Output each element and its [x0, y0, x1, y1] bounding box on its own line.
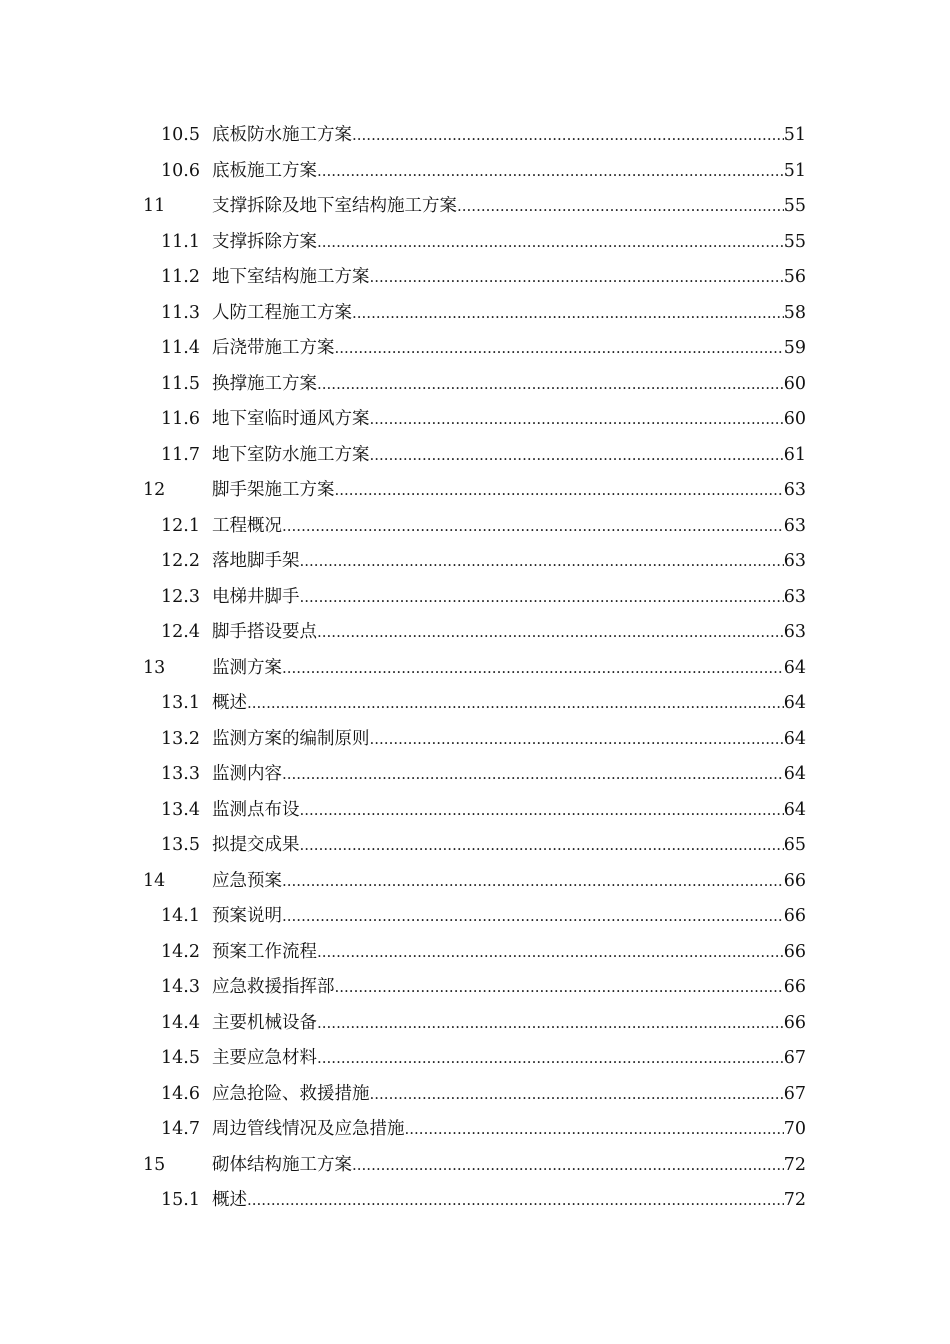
- toc-entry-number: 14: [143, 870, 166, 891]
- toc-entry-page: 66: [783, 941, 806, 962]
- toc-dot-leader: [282, 757, 784, 793]
- toc-entry-page: 60: [783, 373, 806, 394]
- toc-entry[interactable]: [143, 331, 806, 367]
- toc-dot-leader: [282, 509, 784, 545]
- toc-entry-number: 10.5: [161, 125, 200, 145]
- toc-entry[interactable]: [143, 828, 806, 864]
- toc-entry-title: 工程概况: [212, 515, 282, 536]
- toc-entry-page: 66: [783, 906, 806, 926]
- toc-dot-leader: [335, 331, 784, 367]
- toc-entry-title: 预案说明: [212, 906, 282, 926]
- toc-entry-page: 64: [783, 693, 806, 713]
- toc-entry-page: 64: [783, 799, 806, 820]
- toc-dot-leader: [352, 118, 784, 154]
- toc-entry-number: 15: [143, 1154, 166, 1175]
- toc-entry-number: 15.1: [161, 1190, 200, 1210]
- toc-entry[interactable]: [143, 1112, 806, 1148]
- toc-entry-number: 14.7: [161, 1119, 200, 1139]
- toc-dot-leader: [370, 438, 784, 474]
- toc-entry[interactable]: [143, 473, 806, 509]
- toc-entry[interactable]: [143, 544, 806, 580]
- toc-entry-title: 落地脚手架: [212, 551, 300, 571]
- toc-entry[interactable]: [143, 899, 806, 935]
- toc-entry-number: 13.2: [161, 728, 200, 749]
- toc-entry[interactable]: [143, 864, 806, 900]
- toc-dot-leader: [370, 1077, 784, 1113]
- toc-entry-number: 12.1: [161, 515, 200, 536]
- toc-entry-title: 监测点布设: [212, 799, 300, 820]
- toc-entry-page: 63: [783, 586, 806, 607]
- toc-entry-page: 66: [783, 870, 806, 891]
- toc-dot-leader: [300, 828, 784, 864]
- toc-entry-number: 11.5: [161, 373, 200, 394]
- toc-entry[interactable]: [143, 509, 806, 545]
- toc-dot-leader: [317, 1006, 784, 1042]
- toc-entry-title: 地下室防水施工方案: [212, 444, 370, 465]
- toc-entry-number: 13.1: [161, 693, 200, 713]
- toc-entry-page: 61: [783, 444, 806, 465]
- toc-dot-leader: [247, 1183, 784, 1219]
- toc-entry-title: 监测方案的编制原则: [212, 728, 370, 749]
- toc-entry-page: 59: [783, 338, 806, 358]
- toc-entry-title: 地下室结构施工方案: [212, 267, 370, 287]
- toc-entry-title: 电梯井脚手: [212, 586, 300, 607]
- toc-entry-number: 13: [143, 657, 166, 678]
- toc-entry-title: 周边管线情况及应急措施: [212, 1119, 405, 1139]
- toc-entry[interactable]: [143, 296, 806, 332]
- toc-dot-leader: [335, 970, 784, 1006]
- toc-dot-leader: [247, 686, 784, 722]
- toc-entry-title: 拟提交成果: [212, 835, 300, 855]
- toc-entry-number: 13.3: [161, 764, 200, 784]
- toc-entry-number: 11.1: [161, 231, 200, 252]
- toc-entry[interactable]: [143, 970, 806, 1006]
- toc-entry-title: 支撑拆除及地下室结构施工方案: [212, 196, 457, 216]
- toc-entry-title: 主要机械设备: [212, 1012, 317, 1033]
- toc-entry-number: 11.2: [161, 267, 200, 287]
- toc-entry[interactable]: [143, 1077, 806, 1113]
- toc-entry[interactable]: [143, 757, 806, 793]
- toc-dot-leader: [317, 615, 784, 651]
- toc-entry-page: 72: [783, 1154, 806, 1175]
- toc-dot-leader: [457, 189, 784, 225]
- toc-dot-leader: [317, 367, 784, 403]
- toc-entry-title: 地下室临时通风方案: [212, 409, 370, 429]
- toc-entry[interactable]: [143, 189, 806, 225]
- toc-entry-page: 67: [783, 1083, 806, 1104]
- toc-entry-title: 底板施工方案: [212, 160, 317, 181]
- toc-entry-number: 14.5: [161, 1048, 200, 1068]
- toc-entry-page: 63: [783, 480, 806, 500]
- toc-dot-leader: [282, 651, 784, 687]
- toc-dot-leader: [300, 793, 784, 829]
- toc-entry-title: 概述: [212, 1190, 247, 1210]
- toc-dot-leader: [282, 864, 784, 900]
- toc-entry-number: 12.3: [161, 586, 200, 607]
- toc-entry-page: 64: [783, 657, 806, 678]
- toc-entry-title: 砌体结构施工方案: [212, 1154, 352, 1175]
- toc-entry-number: 11.7: [161, 444, 200, 465]
- toc-entry-title: 换撑施工方案: [212, 373, 317, 394]
- toc-entry-number: 14.2: [161, 941, 200, 962]
- toc-dot-leader: [370, 402, 784, 438]
- toc-entry[interactable]: [143, 367, 806, 403]
- toc-entry-page: 60: [783, 409, 806, 429]
- toc-entry-title: 监测方案: [212, 657, 282, 678]
- toc-entry-page: 63: [783, 551, 806, 571]
- toc-entry[interactable]: [143, 615, 806, 651]
- toc-entry-number: 14.6: [161, 1083, 200, 1104]
- toc-entry-page: 66: [783, 1012, 806, 1033]
- toc-entry[interactable]: [143, 225, 806, 261]
- toc-dot-leader: [317, 225, 784, 261]
- toc-dot-leader: [317, 154, 784, 190]
- toc-dot-leader: [300, 580, 784, 616]
- toc-entry-page: 67: [783, 1048, 806, 1068]
- toc-dot-leader: [282, 899, 784, 935]
- toc-entry-title: 预案工作流程: [212, 941, 317, 962]
- toc-entry-page: 55: [783, 231, 806, 252]
- toc-entry-page: 56: [783, 267, 806, 287]
- toc-entry-page: 63: [783, 515, 806, 536]
- toc-dot-leader: [335, 473, 784, 509]
- toc-entry-number: 13.4: [161, 799, 200, 820]
- toc-entry[interactable]: [143, 1148, 806, 1184]
- toc-entry-title: 应急预案: [212, 870, 282, 891]
- toc-dot-leader: [300, 544, 784, 580]
- toc-entry-number: 12: [143, 480, 166, 500]
- toc-entry-page: 65: [783, 835, 806, 855]
- toc-entry-number: 11.4: [161, 338, 200, 358]
- toc-entry-title: 监测内容: [212, 764, 282, 784]
- toc-entry[interactable]: [143, 118, 806, 154]
- toc-entry-page: 51: [783, 125, 806, 145]
- toc-entry[interactable]: [143, 402, 806, 438]
- toc-entry-number: 12.4: [161, 622, 200, 642]
- toc-entry-number: 12.2: [161, 551, 200, 571]
- toc-dot-leader: [352, 1148, 784, 1184]
- toc-entry-title: 概述: [212, 693, 247, 713]
- toc-dot-leader: [405, 1112, 784, 1148]
- toc-dot-leader: [352, 296, 784, 332]
- toc-entry[interactable]: [143, 1041, 806, 1077]
- toc-entry-number: 10.6: [161, 160, 200, 181]
- toc-entry-page: 58: [783, 302, 806, 323]
- toc-entry-number: 11.3: [161, 302, 200, 323]
- toc-entry-page: 64: [783, 764, 806, 784]
- toc-entry-page: 63: [783, 622, 806, 642]
- toc-entry-title: 脚手搭设要点: [212, 622, 317, 642]
- toc-entry-title: 后浇带施工方案: [212, 338, 335, 358]
- toc-entry[interactable]: [143, 438, 806, 474]
- toc-entry-title: 应急抢险、救援措施: [212, 1083, 370, 1104]
- toc-entry-page: 66: [783, 977, 806, 997]
- toc-entry[interactable]: [143, 686, 806, 722]
- toc-entry-number: 11.6: [161, 409, 200, 429]
- toc-dot-leader: [317, 1041, 784, 1077]
- toc-entry-page: 51: [783, 160, 806, 181]
- toc-entry[interactable]: [143, 1006, 806, 1042]
- toc-entry-page: 55: [783, 196, 806, 216]
- toc-dot-leader: [317, 935, 784, 971]
- toc-entry[interactable]: [143, 935, 806, 971]
- toc-entry-title: 人防工程施工方案: [212, 302, 352, 323]
- toc-entry-title: 应急救援指挥部: [212, 977, 335, 997]
- toc-entry-number: 13.5: [161, 835, 200, 855]
- toc-entry-title: 主要应急材料: [212, 1048, 317, 1068]
- toc-entry[interactable]: [143, 580, 806, 616]
- toc-entry-title: 脚手架施工方案: [212, 480, 335, 500]
- toc-entry-number: 14.4: [161, 1012, 200, 1033]
- toc-entry-number: 11: [143, 196, 166, 216]
- toc-entry-title: 支撑拆除方案: [212, 231, 317, 252]
- toc-entry-page: 72: [783, 1190, 806, 1210]
- toc-entry-number: 14.1: [161, 906, 200, 926]
- toc-entry[interactable]: [143, 793, 806, 829]
- toc-entry-page: 70: [783, 1119, 806, 1139]
- toc-entry[interactable]: [143, 1183, 806, 1219]
- toc-entry[interactable]: [143, 260, 806, 296]
- toc-entry[interactable]: [143, 651, 806, 687]
- table-of-contents: [143, 118, 806, 1219]
- toc-dot-leader: [370, 722, 784, 758]
- toc-dot-leader: [370, 260, 784, 296]
- toc-entry-page: 64: [783, 728, 806, 749]
- toc-entry[interactable]: [143, 722, 806, 758]
- toc-entry[interactable]: [143, 154, 806, 190]
- toc-entry-number: 14.3: [161, 977, 200, 997]
- toc-entry-title: 底板防水施工方案: [212, 125, 352, 145]
